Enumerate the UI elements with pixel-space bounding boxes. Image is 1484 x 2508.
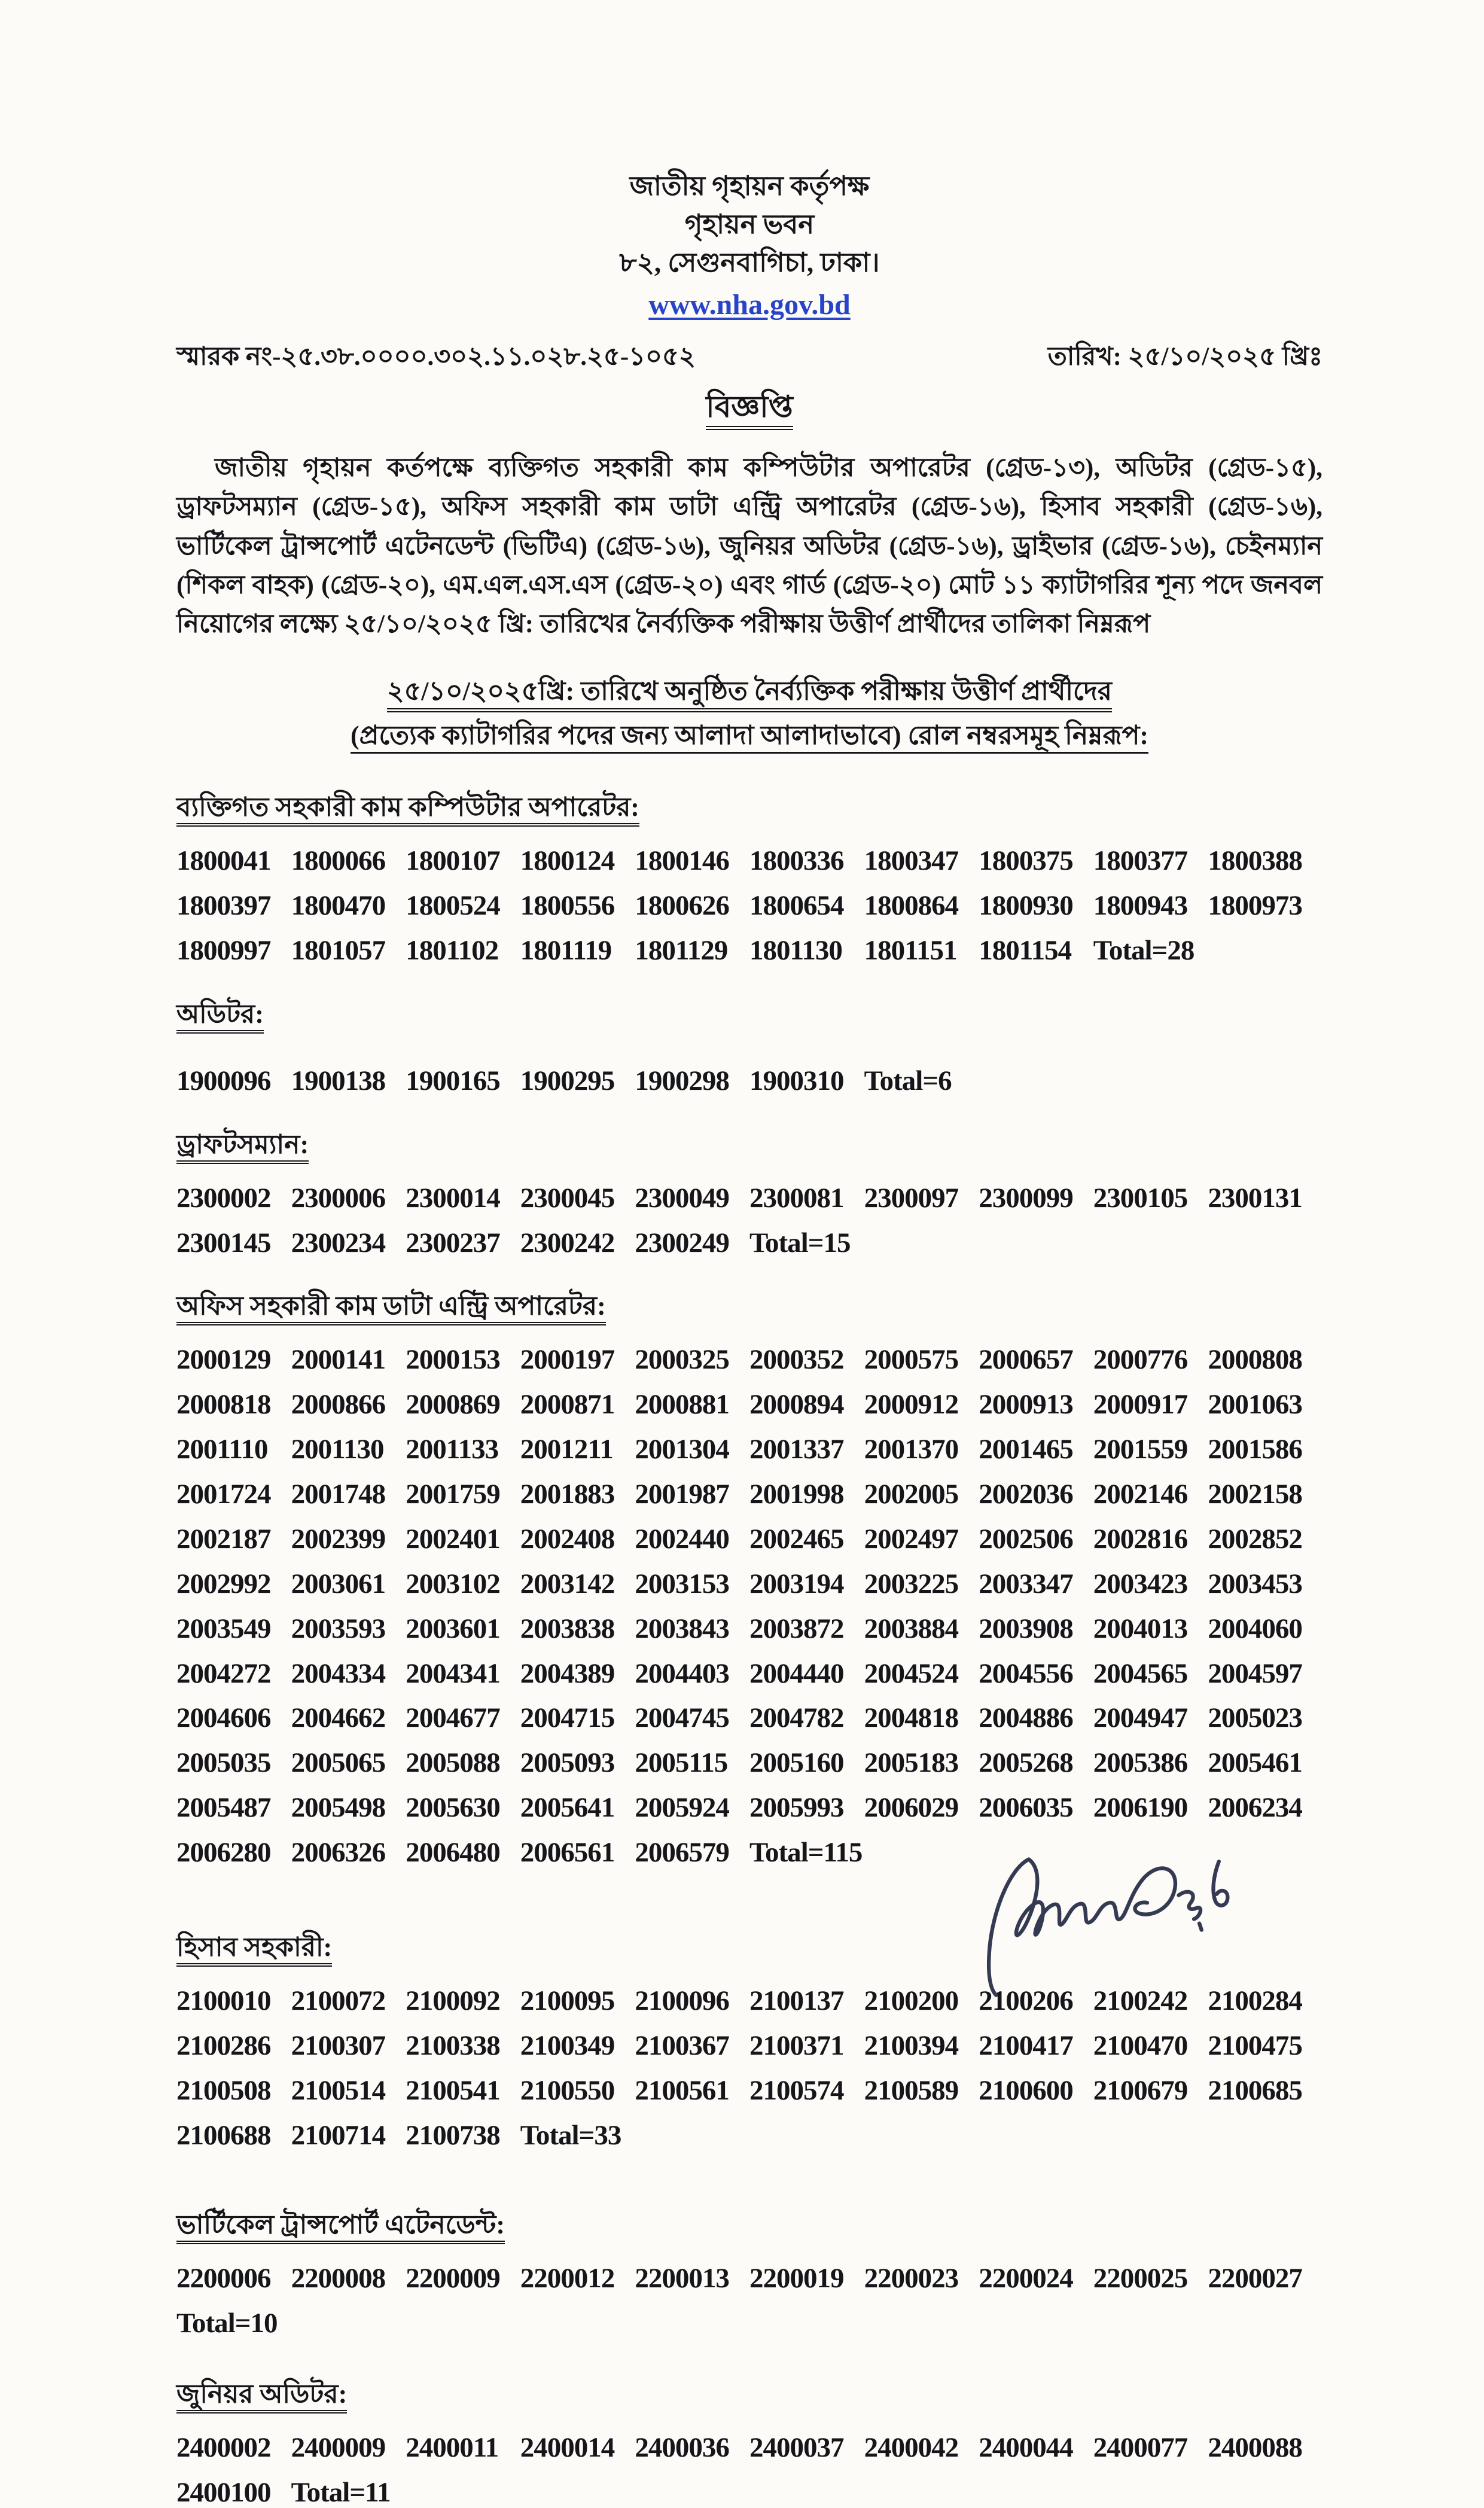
- roll-number: 2006234: [1208, 1792, 1302, 1824]
- roll-number: 1801151: [864, 934, 957, 966]
- roll-number: 2300097: [864, 1182, 959, 1214]
- roll-number: 2003872: [749, 1613, 844, 1644]
- roll-number: 2000776: [1093, 1344, 1188, 1376]
- roll-number: 2004597: [1208, 1657, 1302, 1689]
- roll-number: 2004818: [864, 1702, 959, 1734]
- roll-number: 2300002: [176, 1182, 271, 1214]
- roll-number: 2100338: [406, 2029, 500, 2061]
- roll-number: 2003843: [635, 1613, 729, 1644]
- roll-number: 1800524: [406, 890, 500, 922]
- roll-row: [176, 2264, 1323, 2293]
- roll-number: 2000352: [749, 1344, 844, 1376]
- roll-number: 2003225: [864, 1568, 959, 1599]
- roll-number: 2100200: [864, 1985, 959, 2016]
- roll-number: 2000818: [176, 1389, 271, 1421]
- roll-number: 2002816: [1093, 1523, 1188, 1555]
- org-name: জাতীয় গৃহায়ন কর্তৃপক্ষ: [629, 171, 870, 201]
- roll-number: 2002401: [406, 1523, 500, 1555]
- roll-number: 2002506: [979, 1523, 1073, 1555]
- roll-number: 2004606: [176, 1702, 271, 1734]
- roll-number: 2200009: [406, 2263, 500, 2294]
- roll-number: 2100600: [979, 2074, 1073, 2106]
- roll-number: 2004403: [635, 1657, 729, 1689]
- roll-number: 2004565: [1093, 1657, 1188, 1689]
- roll-row: [176, 1066, 1323, 1096]
- roll-number: 2100137: [749, 1985, 844, 2016]
- roll-number: 2300105: [1093, 1182, 1188, 1214]
- roll-number: 2005268: [979, 1747, 1073, 1779]
- roll-number: 2200008: [291, 2263, 386, 2294]
- roll-number: 1800997: [176, 934, 271, 966]
- roll-number: 2300237: [406, 1227, 500, 1258]
- roll-number: 2300145: [176, 1227, 271, 1258]
- roll-number: 1800397: [176, 890, 271, 922]
- roll-number: 2004556: [979, 1657, 1073, 1689]
- roll-number: 2000808: [1208, 1344, 1302, 1376]
- roll-number: 1900295: [520, 1065, 615, 1096]
- roll-row: [176, 1390, 1323, 1419]
- roll-row: [176, 1704, 1323, 1733]
- roll-number: 2300249: [635, 1227, 729, 1258]
- roll-number: 2000869: [406, 1389, 500, 1421]
- roll-total: Total=115: [749, 1837, 863, 1869]
- roll-row: [176, 2309, 1323, 2338]
- meta-row: [176, 337, 1323, 380]
- roll-number: 2006035: [979, 1792, 1073, 1824]
- roll-number: 2006561: [520, 1837, 615, 1869]
- roll-row: [176, 846, 1323, 876]
- roll-number: 2300049: [635, 1182, 729, 1214]
- roll-number: 2100541: [406, 2074, 500, 2106]
- roll-number: 2004524: [864, 1657, 959, 1689]
- section-title: ব্যক্তিগত সহকারী কাম কম্পিউটার অপারেটর:: [176, 787, 1323, 831]
- roll-number: 2001559: [1093, 1434, 1188, 1465]
- roll-row: [176, 1748, 1323, 1778]
- roll-number: 2001759: [406, 1479, 500, 1510]
- roll-number: 2100738: [406, 2119, 500, 2151]
- roll-section: [176, 1125, 1323, 1258]
- roll-number: 2004662: [291, 1702, 386, 1734]
- roll-row: [176, 891, 1323, 921]
- roll-number: 1800654: [749, 890, 844, 922]
- roll-number: 2100206: [979, 1985, 1073, 2016]
- roll-number: 2100508: [176, 2074, 271, 2106]
- roll-number: 2005386: [1093, 1747, 1188, 1779]
- roll-total: Total=33: [520, 2119, 621, 2151]
- date-label: তারিখ: ২৫/১০/২০২৫ খ্রিঃ: [1047, 342, 1323, 371]
- roll-number: 2300234: [291, 1227, 386, 1258]
- website-line: [176, 285, 1323, 325]
- roll-number: 2400042: [864, 2432, 959, 2464]
- roll-number: 1801154: [979, 934, 1072, 966]
- roll-number: 2003194: [749, 1568, 844, 1599]
- roll-number: 2004782: [749, 1702, 844, 1734]
- roll-number: 1801129: [635, 934, 728, 966]
- roll-number: 2000657: [979, 1344, 1073, 1376]
- roll-number: 2100475: [1208, 2029, 1302, 2061]
- roll-number: 2005993: [749, 1792, 844, 1824]
- roll-number: 2002408: [520, 1523, 615, 1555]
- roll-number: 2300045: [520, 1182, 615, 1214]
- roll-sections: [176, 787, 1323, 2507]
- section-title: জুনিয়র অডিটর:: [176, 2374, 1323, 2418]
- roll-number: 2400036: [635, 2432, 729, 2464]
- roll-number: 2005630: [406, 1792, 500, 1824]
- roll-section: [176, 1286, 1323, 1867]
- roll-number: 2003142: [520, 1568, 615, 1599]
- roll-number: 2005924: [635, 1792, 729, 1824]
- roll-number: 2000325: [635, 1344, 729, 1376]
- roll-number: 2001586: [1208, 1434, 1302, 1465]
- roll-number: 2001211: [520, 1434, 613, 1465]
- roll-number: 2100561: [635, 2074, 729, 2106]
- subtitle-line-2: (প্রত্যেক ক্যাটাগরির পদের জন্য আলাদা আলাদাভাবে) রোল নম্বরসমূহ নিম্নরূপ:: [176, 714, 1323, 758]
- roll-number: 1800626: [635, 890, 729, 922]
- roll-number: 2005641: [520, 1792, 615, 1824]
- roll-number: 1900096: [176, 1065, 271, 1096]
- notice-paragraph: জাতীয় গৃহায়ন কর্তপক্ষে ব্যক্তিগত সহকারী কাম কম্পিউটার অপারেটর (গ্রেড-১৩), অডিটর (গ্রেড-১৫), ড্রাফটসম্যান (গ্রেড-১৫), অফিস সহকারী কাম ডাটা এন্ট্রি অপারেটর (গ্রেড-১৬), হিসাব সহকারী (গ্রেড-১৬), ভার্টিকেল ট্রান্সপোর্ট এটেনডেন্ট (ভিটিএ) (গ্রেড-১৬), জুনিয়র অডিটর (গ্রেড-১৬), ড্রাইভার (গ্রেড-১৬), চেইনম্যান (শিকল বাহক) (গ্রেড-২০), এম.এল.এস.এস (গ্রেড-২০) এবং গার্ড (গ্রেড-২০) মোট ১১ ক্যাটাগরির শূন্য পদে জনবল নিয়োগের লক্ষ্যে ২৫/১০/২০২৫ খ্রি: তারিখের নৈর্ব্যক্তিক পরীক্ষায় উত্তীর্ণ প্রার্থীদের তালিকা নিম্নরূপ: [176, 453, 1323, 639]
- roll-number: 2001304: [635, 1434, 729, 1465]
- roll-number: 1800470: [291, 890, 386, 922]
- roll-number: 2200006: [176, 2263, 271, 2294]
- section-title: অফিস সহকারী কাম ডাটা এন্ট্রি অপারেটর:: [176, 1286, 1323, 1330]
- roll-number: 2004341: [406, 1657, 500, 1689]
- roll-number: 2100574: [749, 2074, 844, 2106]
- roll-number: 2200025: [1093, 2263, 1188, 2294]
- roll-number: 1800556: [520, 890, 615, 922]
- roll-number: 2002187: [176, 1523, 271, 1555]
- roll-number: 2001987: [635, 1479, 729, 1510]
- roll-number: 2100092: [406, 1985, 500, 2016]
- letterhead: [176, 167, 1323, 325]
- roll-number: 2003153: [635, 1568, 729, 1599]
- roll-number: 2400002: [176, 2432, 271, 2464]
- roll-row: [176, 936, 1323, 965]
- roll-number: 1800041: [176, 845, 271, 877]
- roll-number: 2100685: [1208, 2074, 1302, 2106]
- roll-number: 2006579: [635, 1837, 729, 1869]
- roll-number: 2400088: [1208, 2432, 1302, 2464]
- roll-row: [176, 1570, 1323, 1599]
- roll-number: 1800347: [864, 845, 959, 877]
- roll-number: 2000141: [291, 1344, 386, 1376]
- roll-row: [176, 1480, 1323, 1509]
- section-title: অডিটর:: [176, 994, 1323, 1038]
- roll-number: 2100096: [635, 1985, 729, 2016]
- roll-number: 2000575: [864, 1344, 959, 1376]
- roll-number: 2000894: [749, 1389, 844, 1421]
- roll-number: 2200024: [979, 2263, 1073, 2294]
- roll-row: [176, 2433, 1323, 2463]
- roll-row: [176, 1659, 1323, 1689]
- roll-number: 2002497: [864, 1523, 959, 1555]
- roll-number: 2002158: [1208, 1479, 1302, 1510]
- roll-row: [176, 1184, 1323, 1213]
- roll-number: 2006190: [1093, 1792, 1188, 1824]
- roll-number: 2400100: [176, 2477, 271, 2508]
- roll-number: 1900298: [635, 1065, 729, 1096]
- roll-total: Total=6: [864, 1065, 952, 1096]
- signature: [957, 1839, 1283, 2022]
- roll-number: 2003593: [291, 1613, 386, 1644]
- roll-number: 2003884: [864, 1613, 959, 1644]
- roll-number: 1801119: [520, 934, 612, 966]
- roll-number: 2100286: [176, 2029, 271, 2061]
- roll-number: 2004947: [1093, 1702, 1188, 1734]
- roll-number: 2100514: [291, 2074, 386, 2106]
- roll-number: 2000197: [520, 1344, 615, 1376]
- roll-row: [176, 1345, 1323, 1375]
- roll-number: 2000912: [864, 1389, 959, 1421]
- roll-total: Total=15: [749, 1227, 851, 1258]
- roll-number: 1800107: [406, 845, 500, 877]
- roll-number: 1800388: [1208, 845, 1302, 877]
- roll-number: 2001110: [176, 1434, 268, 1465]
- roll-total: Total=10: [176, 2308, 278, 2339]
- roll-number: 2300242: [520, 1227, 615, 1258]
- roll-section: [176, 787, 1323, 965]
- roll-number: 2100095: [520, 1985, 615, 2016]
- roll-number: 2004013: [1093, 1613, 1188, 1644]
- roll-number: 2100284: [1208, 1985, 1302, 2016]
- roll-number: 2006029: [864, 1792, 959, 1824]
- roll-number: 1801130: [749, 934, 842, 966]
- roll-number: 2001883: [520, 1479, 615, 1510]
- roll-row: [176, 1435, 1323, 1464]
- roll-number: 2100072: [291, 1985, 386, 2016]
- roll-number: 2005115: [635, 1747, 728, 1779]
- roll-row: [176, 2121, 1323, 2150]
- roll-number: 2300006: [291, 1182, 386, 1214]
- notice-title-text: বিজ্ঞপ্তি: [706, 390, 793, 430]
- roll-number: 2300014: [406, 1182, 500, 1214]
- roll-number: 2100550: [520, 2074, 615, 2106]
- roll-number: 2001337: [749, 1434, 844, 1465]
- roll-number: 2004886: [979, 1702, 1073, 1734]
- subtitle-line-1: ২৫/১০/২০২৫খ্রি: তারিখে অনুষ্ঠিত নৈর্ব্যক্তিক পরীক্ষায় উত্তীর্ণ প্রার্থীদের: [176, 669, 1323, 714]
- roll-number: 2002005: [864, 1479, 959, 1510]
- roll-number: 2001465: [979, 1434, 1073, 1465]
- roll-number: 2004334: [291, 1657, 386, 1689]
- roll-number: 2100307: [291, 2029, 386, 2061]
- roll-number: 2000129: [176, 1344, 271, 1376]
- roll-number: 1800375: [979, 845, 1073, 877]
- roll-number: 2100371: [749, 2029, 844, 2061]
- roll-number: 2100714: [291, 2119, 386, 2151]
- roll-number: 2000153: [406, 1344, 500, 1376]
- roll-number: 1900138: [291, 1065, 386, 1096]
- roll-row: [176, 1525, 1323, 1554]
- roll-number: 2100010: [176, 1985, 271, 2016]
- roll-number: 2001063: [1208, 1389, 1302, 1421]
- roll-row: [176, 2031, 1323, 2061]
- roll-number: 2200019: [749, 2263, 844, 2294]
- roll-number: 2300131: [1208, 1182, 1302, 1214]
- roll-total: Total=28: [1093, 934, 1194, 966]
- org-building: গৃহায়ন ভবন: [684, 209, 815, 239]
- roll-number: 2100589: [864, 2074, 959, 2106]
- roll-number: 1900165: [406, 1065, 500, 1096]
- roll-number: 1800864: [864, 890, 959, 922]
- roll-total: Total=11: [291, 2477, 391, 2508]
- roll-number: 2100242: [1093, 1985, 1188, 2016]
- roll-row: [176, 1614, 1323, 1644]
- roll-number: 1801102: [406, 934, 499, 966]
- roll-number: 2005088: [406, 1747, 500, 1779]
- section-title: হিসাব সহকারী:: [176, 1927, 1323, 1971]
- roll-number: 2001370: [864, 1434, 959, 1465]
- roll-number: 2300081: [749, 1182, 844, 1214]
- roll-number: 2002992: [176, 1568, 271, 1599]
- roll-row: [176, 1793, 1323, 1823]
- roll-number: 2005487: [176, 1792, 271, 1824]
- roll-number: 2003347: [979, 1568, 1073, 1599]
- roll-number: 2100367: [635, 2029, 729, 2061]
- roll-number: 2001130: [291, 1434, 384, 1465]
- roll-number: 1800124: [520, 845, 615, 877]
- roll-number: 2005461: [1208, 1747, 1302, 1779]
- roll-number: 1800066: [291, 845, 386, 877]
- roll-number: 2003838: [520, 1613, 615, 1644]
- roll-number: 2004677: [406, 1702, 500, 1734]
- roll-number: 2003453: [1208, 1568, 1302, 1599]
- roll-number: 2004060: [1208, 1613, 1302, 1644]
- roll-number: 2400011: [406, 2432, 499, 2464]
- roll-number: 2004745: [635, 1702, 729, 1734]
- roll-number: 2002440: [635, 1523, 729, 1555]
- roll-number: 2003549: [176, 1613, 271, 1644]
- roll-number: 2400044: [979, 2432, 1073, 2464]
- roll-section: [176, 2205, 1323, 2338]
- org-address: ৮২, সেগুনবাগিচা, ঢাকা।: [619, 247, 880, 278]
- roll-number: 2002465: [749, 1523, 844, 1555]
- roll-number: 2003423: [1093, 1568, 1188, 1599]
- roll-number: 2002399: [291, 1523, 386, 1555]
- roll-section: [176, 2374, 1323, 2507]
- roll-number: 2005093: [520, 1747, 615, 1779]
- roll-number: 2000913: [979, 1389, 1073, 1421]
- roll-number: 2003908: [979, 1613, 1073, 1644]
- roll-number: 2400077: [1093, 2432, 1188, 2464]
- roll-number: 1800146: [635, 845, 729, 877]
- roll-number: 2200013: [635, 2263, 729, 2294]
- section-title: ভার্টিকেল ট্রান্সপোর্ট এটেনডেন্ট:: [176, 2205, 1323, 2248]
- section-title: ড্রাফটসম্যান:: [176, 1125, 1323, 1168]
- roll-number: 2100394: [864, 2029, 959, 2061]
- roll-number: 2001998: [749, 1479, 844, 1510]
- roll-number: 2006326: [291, 1837, 386, 1869]
- roll-number: 1800930: [979, 890, 1073, 922]
- roll-number: 1900310: [749, 1065, 844, 1096]
- roll-number: 2002036: [979, 1479, 1073, 1510]
- memo-number: স্মারক নং-২৫.৩৮.০০০০.৩০২.১১.০২৮.২৫-১০৫২: [176, 342, 696, 371]
- roll-number: 2200012: [520, 2263, 615, 2294]
- roll-number: 2100349: [520, 2029, 615, 2061]
- roll-number: 2400037: [749, 2432, 844, 2464]
- roll-number: 2200027: [1208, 2263, 1302, 2294]
- roll-row: [176, 2076, 1323, 2105]
- roll-number: 2004389: [520, 1657, 615, 1689]
- roll-number: 2000881: [635, 1389, 729, 1421]
- roll-number: 2200023: [864, 2263, 959, 2294]
- roll-number: 2005160: [749, 1747, 844, 1779]
- roll-number: 2100679: [1093, 2074, 1188, 2106]
- roll-number: 2002146: [1093, 1479, 1188, 1510]
- roll-number: 1800973: [1208, 890, 1302, 922]
- roll-number: 2001748: [291, 1479, 386, 1510]
- roll-number: 2005023: [1208, 1702, 1302, 1734]
- roll-number: 1800336: [749, 845, 844, 877]
- roll-number: 2300099: [979, 1182, 1073, 1214]
- roll-number: 1800377: [1093, 845, 1188, 877]
- roll-number: 2100417: [979, 2029, 1073, 2061]
- roll-number: 2003061: [291, 1568, 386, 1599]
- roll-number: 2000871: [520, 1389, 615, 1421]
- notice-title: [176, 385, 1323, 434]
- roll-number: 2004715: [520, 1702, 615, 1734]
- roll-number: 2003601: [406, 1613, 500, 1644]
- roll-number: 2002852: [1208, 1523, 1302, 1555]
- roll-number: 2400009: [291, 2432, 386, 2464]
- roll-number: 1801057: [291, 934, 386, 966]
- roll-number: 2004440: [749, 1657, 844, 1689]
- roll-number: 2005183: [864, 1747, 959, 1779]
- roll-number: 2001724: [176, 1479, 271, 1510]
- roll-number: 2000866: [291, 1389, 386, 1421]
- roll-section: [176, 994, 1323, 1096]
- website-link[interactable]: www.nha.gov.bd: [648, 288, 851, 321]
- roll-number: 1800943: [1093, 890, 1188, 922]
- roll-number: 2005065: [291, 1747, 386, 1779]
- roll-number: 2006280: [176, 1837, 271, 1869]
- roll-number: 2400014: [520, 2432, 615, 2464]
- roll-number: 2000917: [1093, 1389, 1188, 1421]
- roll-number: 2005498: [291, 1792, 386, 1824]
- roll-number: 2001133: [406, 1434, 499, 1465]
- roll-row: [176, 2478, 1323, 2507]
- roll-row: [176, 1229, 1323, 1258]
- roll-number: 2005035: [176, 1747, 271, 1779]
- roll-number: 2004272: [176, 1657, 271, 1689]
- roll-number: 2003102: [406, 1568, 500, 1599]
- roll-number: 2100688: [176, 2119, 271, 2151]
- roll-number: 2006480: [406, 1837, 500, 1869]
- subtitles: [176, 669, 1323, 759]
- roll-number: 2100470: [1093, 2029, 1188, 2061]
